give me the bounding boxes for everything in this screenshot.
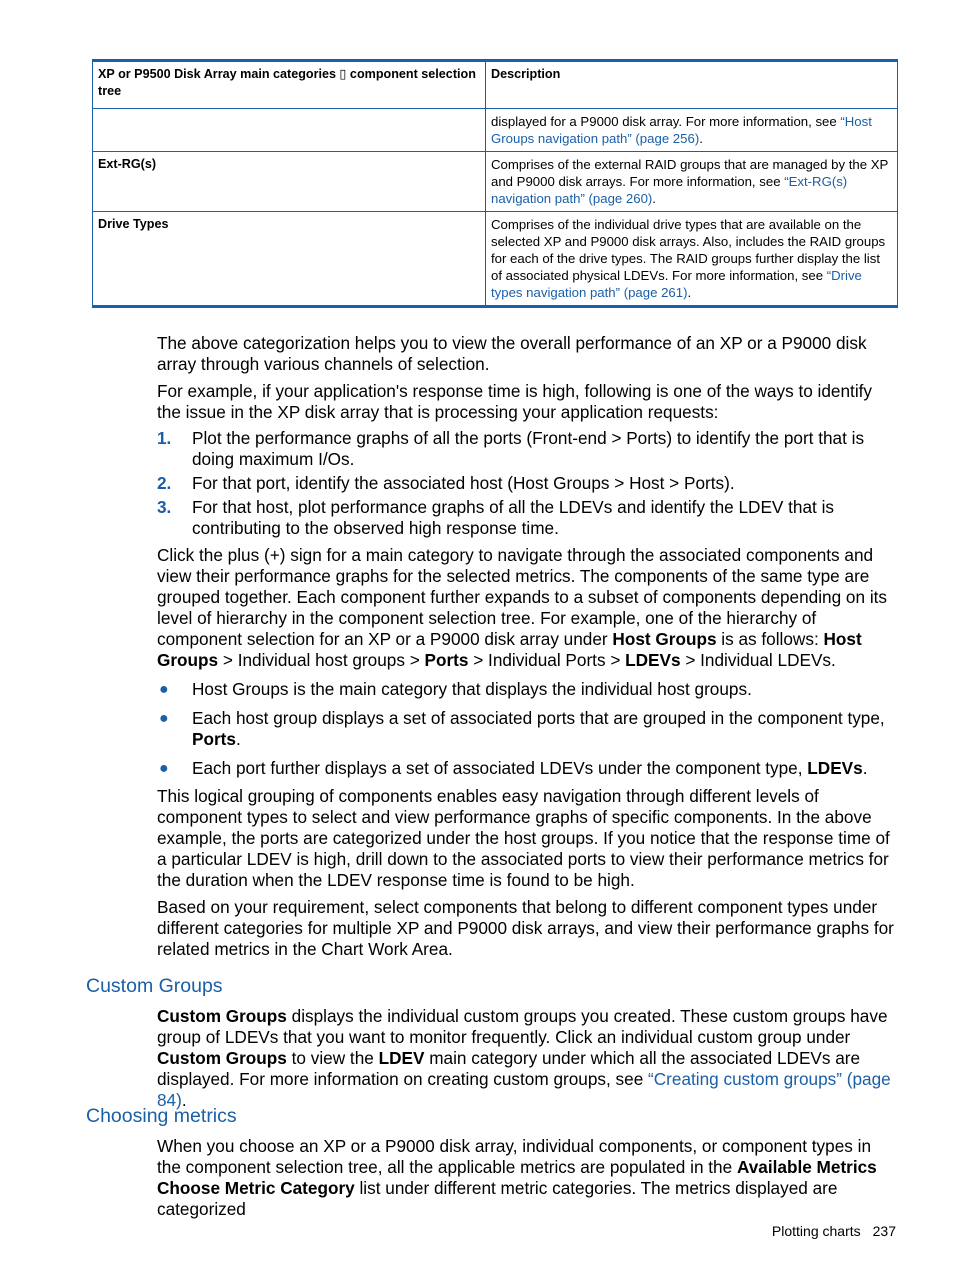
- host-groups-link[interactable]: “Host Groups navigation path” (page 256): [491, 114, 872, 146]
- ext-rg-link[interactable]: “Ext-RG(s) navigation path” (page 260): [491, 174, 848, 206]
- category-table: [92, 59, 898, 308]
- description-text: Comprises of the external RAID groups that are managed by the XP and P9000 disk arrays. For more information, see: [491, 157, 889, 189]
- footer-section: Plotting charts: [771, 1223, 861, 1239]
- list-item: ● Host Groups is the main category that displays the individual host groups.: [159, 679, 752, 699]
- section-heading-custom-groups: Custom Groups: [86, 975, 223, 997]
- paragraph-custom-groups: [157, 1006, 899, 1111]
- table-row: [93, 212, 898, 307]
- paragraph-hierarchy: [157, 545, 899, 671]
- table-row: [93, 109, 898, 152]
- description-end: .: [699, 131, 703, 146]
- drive-types-link[interactable]: “Drive types navigation path” (page 261): [491, 268, 862, 300]
- list-item: ● Each host group displays a set of associated ports that are grouped in the component type, Ports.: [159, 708, 885, 749]
- description-end: .: [687, 285, 692, 300]
- paragraph-requirement: [157, 897, 899, 960]
- creating-custom-groups-link[interactable]: “Creating custom groups” (page 84): [157, 1069, 891, 1110]
- step-number: 3.: [157, 497, 172, 517]
- paragraph-text: For example, if your application's response time is high, following is one of the ways to identify the issue in the XP disk array that is processing your application requests:: [157, 381, 873, 422]
- description-end: .: [652, 191, 656, 206]
- table-row: [93, 152, 898, 212]
- step-text: For that port, identify the associated host (Host Groups > Host > Ports).: [192, 473, 735, 493]
- step-text: Plot the performance graphs of all the ports (Front-end > Ports) to identify the port that is doing maximum I/Os.: [192, 428, 865, 469]
- table-cell-description: [486, 152, 898, 212]
- list-item: [157, 497, 899, 539]
- bullet-icon: ●: [159, 710, 169, 727]
- step-number: 1.: [157, 428, 172, 448]
- table-header-description: Description: [486, 61, 898, 109]
- paragraph-text: This logical grouping of components enables easy navigation through different levels of component types to select and view performance graphs of specific components. In the above example, the ports are categorized under the host groups. If you notice that the response time of a particular LDEV is high, drill down to the associated ports to view their performance metrics for the duration when the LDEV response time is found to be high.: [157, 786, 890, 890]
- list-item: [157, 473, 899, 494]
- paragraph-logical-grouping: [157, 786, 899, 891]
- paragraph-text: Click the plus (+) sign for a main category to navigate through the associated components and view their performance graphs for the selected metrics. The components of the same type are grouped together. Each component further expands to a subset of components depending on its level of hierarchy in the component selection tree. For example, one of the hierarchy of component selection for an XP or a P9000 disk array under Host Groups is as follows: Host Groups > Individual host groups > Ports > Individual Ports > LDEVs > Individual LDEVs.: [157, 545, 888, 670]
- table-cell-description: [486, 212, 898, 307]
- description-text: Comprises of the individual drive types that are available on the selected XP and P9000 disk arrays. Also, includes the RAID groups for each of the drive types. The RAID groups further display the list of associated physical LDEVs. For more information, see: [491, 217, 886, 283]
- list-item: [157, 428, 899, 470]
- paragraph-choosing-metrics: [157, 1136, 899, 1220]
- paragraph-text: Custom Groups displays the individual custom groups you created. These custom groups have group of LDEVs that you want to monitor frequently. Click an individual custom group under Custom Groups to view the LDEV main category under which all the associated LDEVs are displayed. For more information on creating custom groups, see “Creating custom groups” (page 84).: [157, 1006, 891, 1110]
- paragraph-categorization: [157, 333, 899, 375]
- paragraph-text: Based on your requirement, select components that belong to different component types under different categories for multiple XP and P9000 disk arrays, and view their performance graphs for related metrics in the Chart Work Area.: [157, 897, 894, 959]
- table-cell-category: Drive Types: [93, 212, 486, 307]
- bullet-icon: ●: [159, 760, 169, 777]
- table-header-category: XP or P9500 Disk Array main categories ▯ component selection tree: [93, 61, 486, 109]
- description-text: displayed for a P9000 disk array. For more information, see: [491, 114, 841, 129]
- list-item: ● Each port further displays a set of associated LDEVs under the component type, LDEVs.: [159, 758, 868, 778]
- paragraph-text: The above categorization helps you to view the overall performance of an XP or a P9000 disk array through various channels of selection.: [157, 333, 867, 374]
- section-heading-choosing-metrics: Choosing metrics: [86, 1105, 237, 1127]
- paragraph-example: [157, 381, 899, 423]
- step-text: For that host, plot performance graphs of all the LDEVs and identify the LDEV that is contributing to the observed high response time.: [192, 497, 835, 538]
- steps-list: [157, 428, 899, 539]
- bullet-icon: ●: [159, 681, 169, 698]
- table-cell-category: [93, 109, 486, 152]
- bullet-list: [157, 679, 899, 779]
- step-number: 2.: [157, 473, 172, 493]
- table-cell-description: [486, 109, 898, 152]
- paragraph-text: When you choose an XP or a P9000 disk array, individual components, or component types in the component selection tree, all the applicable metrics are populated in the Available Metrics Choose Metric Category list under different metric categories. The metrics displayed are categorized: [157, 1136, 877, 1219]
- table-cell-category: Ext-RG(s): [93, 152, 486, 212]
- page-footer: [772, 1223, 896, 1239]
- table-header-row: [93, 61, 898, 109]
- page-number: 237: [872, 1223, 896, 1239]
